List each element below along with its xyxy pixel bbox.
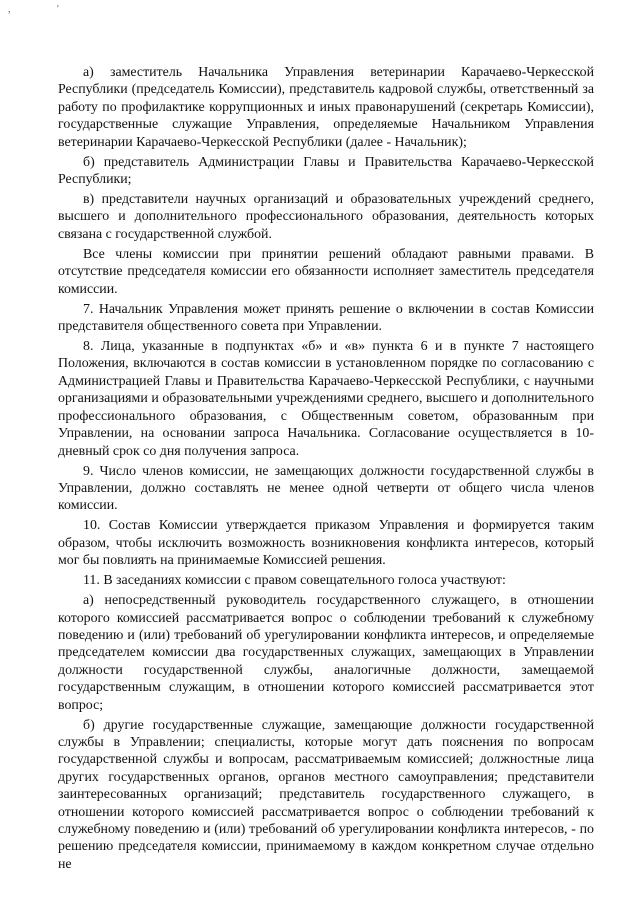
- paragraph-11b: б) другие государственные служащие, замещающие должности государственной службы в Управлении; специалисты, которые могут дать пояснения по вопросам государственной службы и вопросам, рассматриваемым комиссией; должностные лица других государственных органов, органов местного самоуправления; представители заинтересованных организаций; представитель государственного служащего, в отношении которого комиссией рассматривается вопрос о соблюдении требований к служебному поведению и (или) требований об урегулировании конфликта интересов, - по решению председателя комиссии, принимаемому в каждом конкретном случае отдельно не: [58, 717, 594, 872]
- document-body: [58, 64, 594, 876]
- scan-corner-marks: , ': [8, 4, 81, 15]
- paragraph-equal-rights: Все члены комиссии при принятии решений обладают равными правами. В отсутствие председателя комиссии его обязанности исполняет заместитель председателя комиссии.: [58, 246, 594, 297]
- paragraph-10: 10. Состав Комиссии утверждается приказом Управления и формируется таким образом, чтобы исключить возможность возникновения конфликта интересов, который мог бы повлиять на принимаемые Комиссией решения.: [58, 518, 594, 569]
- paragraph-9: 9. Число членов комиссии, не замещающих должности государственной службы в Управлении, должно составлять не менее одной четверти от общего числа членов комиссии.: [58, 463, 594, 514]
- paragraph-6a: а) заместитель Начальника Управления ветеринарии Карачаево-Черкесской Республики (председатель Комиссии), представитель кадровой службы, ответственный за работу по профилактике коррупционных и иных правонарушений (секретарь Комиссии), государственные служащие Управления, определяемые Начальником Управления ветеринарии Карачаево-Черкесской Республики (далее - Начальник);: [58, 65, 594, 150]
- paragraph-11a: а) непосредственный руководитель государственного служащего, в отношении которого комиссией рассматривается вопрос о соблюдении требований к служебному поведению и (или) требований об урегулировании конфликта интересов, и определяемые председателем комиссии два государственных служащих, замещающих в Управлении должности государственной службы, аналогичные должности, замещаемой государственным служащим, в отношении которого комиссией рассматривается этот вопрос;: [58, 593, 594, 713]
- paragraph-11: 11. В заседаниях комиссии с правом совещательного голоса участвуют:: [83, 573, 506, 589]
- paragraph-6b: б) представитель Администрации Главы и Правительства Карачаево-Черкесской Республики;: [58, 154, 594, 188]
- paragraph-6c: в) представители научных организаций и образовательных учреждений среднего, высшего и дополнительного профессионального образования, деятельность которых связана с государственной службой.: [58, 192, 594, 242]
- paragraph-7: 7. Начальник Управления может принять решение о включении в состав Комиссии представителя общественного совета при Управлении.: [58, 301, 594, 335]
- paragraph-8: 8. Лица, указанные в подпунктах «б» и «в» пункта 6 и в пункте 7 настоящего Положения, включаются в состав комиссии в установленном порядке по согласованию с Администрацией Главы и Правительства Карачаево-Черкесской Республики, с научными организациями и образовательными учреждениями среднего, высшего и дополнительного профессионального образования, с Общественным советом, образованным при Управлении, на основании запроса Начальника. Согласование осуществляется в 10-дневный срок со дня получения запроса.: [58, 339, 594, 459]
